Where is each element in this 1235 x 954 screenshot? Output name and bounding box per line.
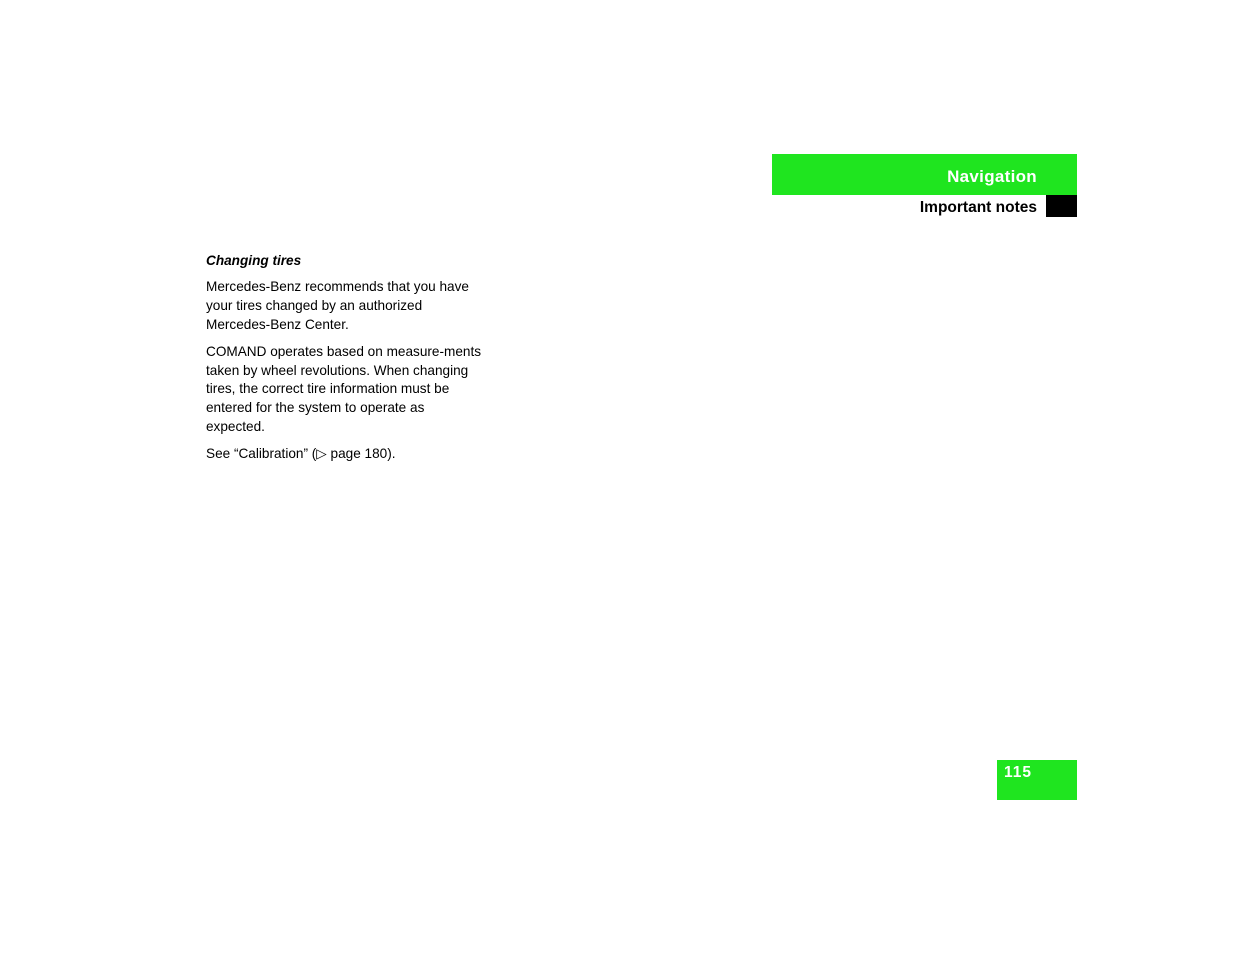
subsection-title: Important notes bbox=[919, 199, 1037, 216]
thumb-tab-marker bbox=[1046, 195, 1077, 217]
main-content bbox=[206, 252, 481, 472]
paragraph-measurements: COMAND operates based on measure-ments taken by wheel revolutions. When changing tires, the correct tire information must be entered for the system to operate as expected. bbox=[206, 343, 482, 435]
page-number-box bbox=[997, 760, 1077, 800]
page-number: 115 bbox=[1004, 764, 1033, 781]
section-title: Navigation bbox=[947, 167, 1037, 186]
section-banner bbox=[772, 154, 1077, 195]
content-heading: Changing tires bbox=[206, 253, 302, 268]
paragraph-calibration-reference: See “Calibration” (▷ page 180). bbox=[206, 446, 396, 462]
paragraph-recommendation: Mercedes-Benz recommends that you have your tires changed by an authorized Mercedes-Benz Center. bbox=[206, 278, 469, 332]
